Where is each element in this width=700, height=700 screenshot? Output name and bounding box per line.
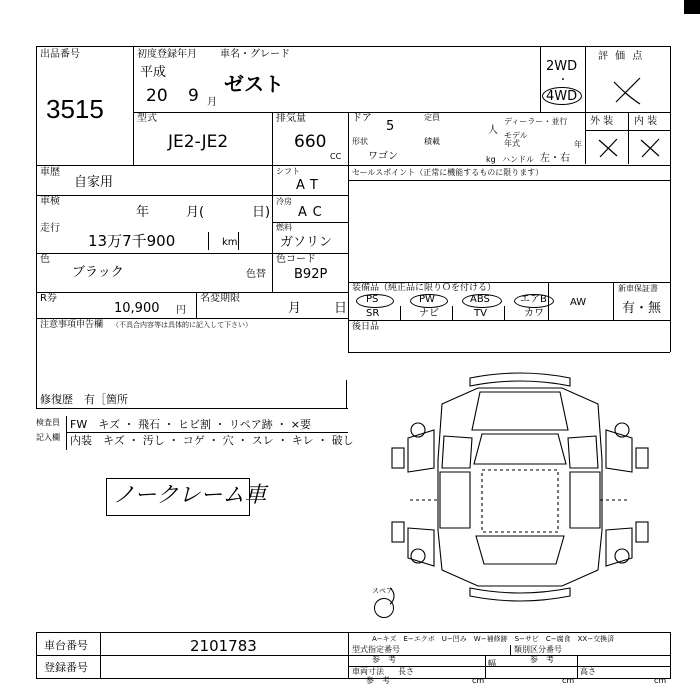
shift: AT xyxy=(296,178,324,193)
sales-point-label: セールスポイント（正常に機能するものに限ります） xyxy=(352,168,544,177)
width-label: 幅 xyxy=(488,659,496,668)
shift-label: シフト xyxy=(276,167,300,176)
km-divider xyxy=(208,232,209,250)
no-claim-stamp-text: ノークレーム車 xyxy=(113,483,267,508)
shape-label: 形状 xyxy=(352,137,368,146)
handle: 左・右 xyxy=(540,153,570,164)
car-damage-diagram xyxy=(390,360,650,610)
name-change-label: 名変期限 xyxy=(200,293,240,304)
height-label: 高さ xyxy=(580,667,596,676)
chassis-number: 2101783 xyxy=(190,637,257,655)
inspection-day-unit: 日) xyxy=(252,205,271,220)
color-name: ブラック xyxy=(72,265,124,280)
damage-legend: A−キズ E−エクボ U−凹み W−補修跡 S−サビ C−腐食 XX−交換済 xyxy=(372,635,615,643)
model-code: JE2-JE2 xyxy=(168,132,229,152)
grade-cross-icon xyxy=(610,76,646,106)
yen-unit: 円 xyxy=(176,305,186,316)
notes-label: 注意事項申告欄 xyxy=(40,320,104,330)
equipment-label: 装備品（純正品に限りＯを付ける） xyxy=(352,283,497,293)
inspection-year-unit: 年 xyxy=(136,205,150,220)
model-spec-label: 型式指定番号 xyxy=(352,645,400,654)
model-year-label: モデル 年式 xyxy=(504,131,528,148)
width-cm-unit: cm xyxy=(562,676,575,685)
displacement-label: 排気量 xyxy=(276,113,306,124)
model-spec-ref: 参 考 xyxy=(372,655,396,664)
length-label: 長さ xyxy=(398,667,414,676)
drive-2wd: 2WD xyxy=(546,59,578,74)
mileage-label: 走行 xyxy=(40,223,60,234)
inspection-label: 車検 xyxy=(40,196,60,207)
month-unit: 月 xyxy=(207,97,217,108)
lot-number: 3515 xyxy=(46,94,104,124)
exterior-grade-label: 外 装 xyxy=(590,116,614,127)
car-name: ゼスト xyxy=(224,72,284,96)
dealer-label: ディーラー・並行 xyxy=(504,117,568,126)
equip-aw: AW xyxy=(570,297,587,308)
equip-sr: SR xyxy=(366,308,380,319)
usage-history: 自家用 xyxy=(74,175,114,190)
notes-sublabel: （不具合内容等は具体的に記入して下さい） xyxy=(112,321,252,329)
drive-4wd: 4WD xyxy=(546,89,578,104)
car-name-label: 車名・グレード xyxy=(220,49,290,60)
color-change-label: 色替 xyxy=(246,269,266,280)
vehicle-size-label: 車両寸法 xyxy=(352,667,384,676)
history-label: 車歴 xyxy=(40,167,60,178)
recycle-label: R券 xyxy=(40,293,57,304)
inspector-label: 検査員 xyxy=(36,418,60,427)
size-ref: 参 考 xyxy=(366,676,390,685)
ac-label: 冷房 xyxy=(276,197,292,206)
first-registration-label: 初度登録年月 xyxy=(137,49,197,60)
capacity-label: 定員 xyxy=(424,113,440,122)
color-code: B92P xyxy=(294,267,328,282)
cc-unit: CC xyxy=(330,152,342,161)
equip-abs: ABS xyxy=(470,294,490,305)
class-ref: 参 考 xyxy=(530,655,554,664)
fuel-label: 燃料 xyxy=(276,223,292,232)
recycle-amount: 10,900 xyxy=(114,301,160,316)
spare-label: スペア xyxy=(372,587,393,595)
registration-year: 20 xyxy=(146,86,168,106)
displacement: 660 xyxy=(294,132,327,152)
later-items-label: 後日品 xyxy=(352,322,380,332)
spare-tire-icon xyxy=(374,598,394,618)
grade-label: 評 価 点 xyxy=(598,51,645,62)
no-claim-stamp xyxy=(106,478,267,516)
fuel: ガソリン xyxy=(280,235,333,250)
load-label: 積載 xyxy=(424,137,440,146)
lot-number-label: 出品番号 xyxy=(40,49,80,60)
inspector-label-2: 記入欄 xyxy=(36,433,60,442)
doors: 5 xyxy=(386,119,395,134)
color-label: 色 xyxy=(40,254,50,265)
inspector-exterior-row: FW キズ ・ 飛石 ・ ヒビ割 ・ リペア跡 ・ ×要 xyxy=(70,418,311,431)
drive-separator: ・ xyxy=(558,75,568,86)
equip-ps: PS xyxy=(366,294,379,305)
person-unit: 人 xyxy=(488,125,498,136)
mileage: 13万7千900 xyxy=(88,232,176,250)
color-code-label: 色コード xyxy=(276,254,316,265)
door-label: ドア xyxy=(352,113,372,124)
class-label: 類別区分番号 xyxy=(514,645,562,654)
height-cm-unit: cm xyxy=(654,676,667,685)
name-change-month-unit: 月 xyxy=(288,301,302,316)
warranty: 有・無 xyxy=(622,301,662,316)
warranty-label: 新車保証書 xyxy=(618,284,658,293)
inspector-interior-row: 内装 キズ ・ 汚し ・ コゲ ・ 穴 ・ スレ ・ キレ ・ 破し xyxy=(70,434,354,447)
model-label: 型式 xyxy=(137,113,157,124)
air-conditioning: AC xyxy=(298,205,328,220)
shape: ワゴン xyxy=(368,151,398,162)
repair-history: 修復歴 有［箇所 xyxy=(40,393,128,406)
equip-tv: TV xyxy=(474,308,487,319)
equip-navi: ナビ xyxy=(419,308,439,319)
chassis-label: 車台番号 xyxy=(44,639,88,652)
interior-grade-label: 内 装 xyxy=(634,116,658,127)
length-cm-unit: cm xyxy=(472,676,485,685)
equip-airbag: エアB xyxy=(520,294,547,305)
km-unit: km xyxy=(222,237,238,248)
inspection-month-unit: 月( xyxy=(186,205,205,220)
exterior-cross-icon xyxy=(596,136,620,160)
km-divider-right xyxy=(238,232,239,250)
kg-unit: kg xyxy=(486,155,496,164)
registration-month: 9 xyxy=(188,86,199,106)
equip-pw: PW xyxy=(419,294,435,305)
interior-cross-icon xyxy=(638,136,662,160)
year-unit: 年 xyxy=(574,140,582,149)
era: 平成 xyxy=(140,65,167,80)
handle-label: ハンドル xyxy=(502,155,534,164)
equip-leather: カワ xyxy=(524,308,544,319)
name-change-day-unit: 日 xyxy=(334,301,348,316)
registration-number-label: 登録番号 xyxy=(44,661,88,674)
